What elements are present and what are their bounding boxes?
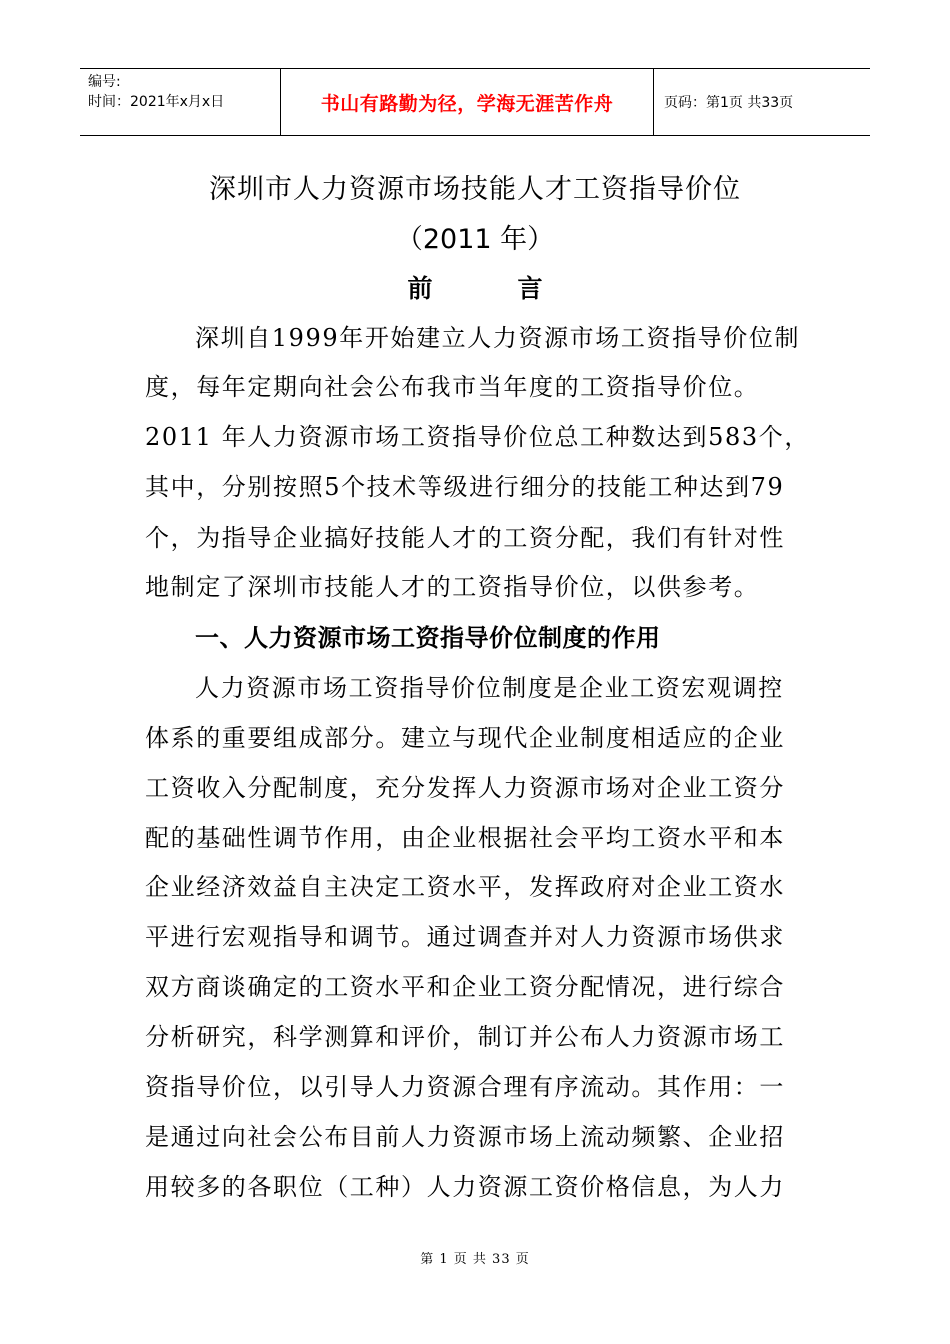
section1-line: 体系的重要组成部分。建立与现代企业制度相适应的企业 (145, 724, 785, 752)
page-footer: 第 1 页 共 33 页 (420, 1252, 530, 1267)
document-year: （2011 年） (395, 224, 555, 255)
header-motto: 书山有路勤为径，学海无涯苦作舟 (281, 69, 654, 135)
section1-line: 用较多的各职位（工种）人力资源工资价格信息，为人力 (145, 1173, 785, 1201)
preface-heading: 前 言 (407, 274, 573, 303)
section1-line: 资指导价位，以引导人力资源合理有序流动。其作用：一 (145, 1073, 785, 1101)
section1-line: 分析研究，科学测算和评价，制订并公布人力资源市场工 (145, 1023, 785, 1051)
preface-line: 2011 年人力资源市场工资指导价位总工种数达到583个， (145, 423, 810, 451)
section1-line: 是通过向社会公布目前人力资源市场上流动频繁、企业招 (145, 1123, 785, 1151)
section1-line: 配的基础性调节作用，由企业根据社会平均工资水平和本 (145, 824, 785, 852)
header-page-info: 页码：第1页 共33页 (664, 95, 794, 111)
preface-line: 其中，分别按照5个技术等级进行细分的技能工种达到79 (145, 473, 785, 501)
section1-line: 平进行宏观指导和调节。通过调查并对人力资源市场供求 (145, 923, 785, 951)
section1-line: 人力资源市场工资指导价位制度是企业工资宏观调控 (195, 674, 784, 702)
preface-line: 个，为指导企业搞好技能人才的工资分配，我们有针对性 (145, 524, 785, 552)
header-info-cell (80, 69, 281, 135)
section1-line: 工资收入分配制度，充分发挥人力资源市场对企业工资分 (145, 774, 785, 802)
number-label: 编号: (88, 74, 121, 90)
preface-line: 深圳自1999年开始建立人力资源市场工资指导价位制 (195, 324, 801, 352)
section1-line: 双方商谈确定的工资水平和企业工资分配情况，进行综合 (145, 973, 785, 1001)
header-table (80, 68, 870, 136)
document-title: 深圳市人力资源市场技能人才工资指导价位 (209, 174, 741, 205)
section1-line: 企业经济效益自主决定工资水平，发挥政府对企业工资水 (145, 873, 785, 901)
time-label: 时间：2021年x月x日 (88, 94, 225, 110)
preface-line: 地制定了深圳市技能人才的工资指导价位，以供参考。 (145, 573, 760, 601)
preface-line: 度，每年定期向社会公布我市当年度的工资指导价位。 (145, 373, 760, 401)
section1-heading: 一、人力资源市场工资指导价位制度的作用 (195, 624, 661, 652)
